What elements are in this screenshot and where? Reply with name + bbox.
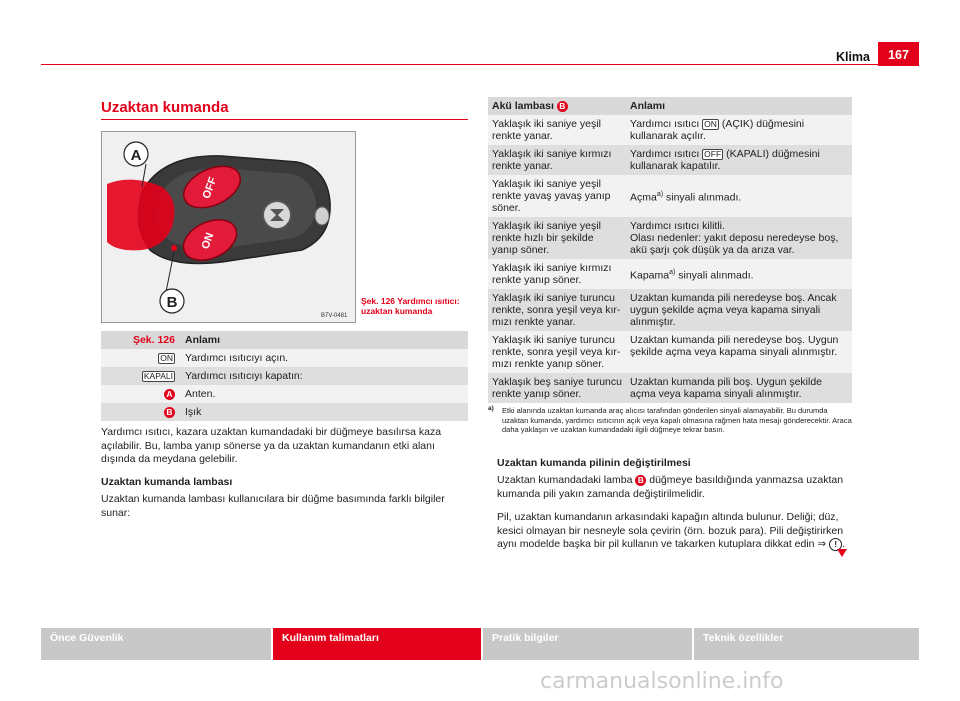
marker-a-icon: A	[164, 389, 175, 400]
section-rule	[101, 119, 468, 120]
right-paragraph-2: Pil, uzaktan kumandanın arkasındaki kapağın altında bulunur. Deliği; düz, kesici olmayan bir nesneyle sola çevirin (örn. bozuk para). Pili değiştirirken aynı modelde başka bir pil kullanın ve takarken kutuplara dikkat edin ⇒ ! .	[497, 511, 846, 550]
table-row	[101, 385, 468, 403]
legend-text: Yardımcı ısıtıcıyı açın.	[185, 352, 289, 364]
table-row	[101, 349, 468, 367]
status-cell: Yaklaşık iki saniye yeşil renkte hızlı bir şekilde yanıp söner.	[492, 220, 601, 256]
legend-col1-header: Şek. 126	[132, 334, 175, 346]
status-col1-header: Akü lambası B	[488, 97, 626, 115]
footer-tab-operation[interactable]: Kullanım talimatları	[273, 628, 481, 660]
off-button-label: OFF	[200, 175, 220, 201]
meaning-cell: Uzaktan kumanda pili neredeyse boş. Uygun şekilde açma veya kapama sinyali alınmıştır.	[630, 334, 839, 358]
status-cell: Yaklaşık iki saniye kırmızı renkte yanar.	[492, 148, 612, 172]
page-number: 167	[878, 42, 919, 66]
table-row	[488, 331, 852, 373]
warning-circle-icon: !	[829, 538, 842, 551]
marker-b-icon: B	[164, 407, 175, 418]
section-title: Uzaktan kumanda	[101, 99, 229, 116]
status-cell: Yaklaşık iki saniye kırmızı renkte yanıp söner.	[492, 262, 612, 286]
status-cell: Yaklaşık iki saniye turuncu renkte, sonra yeşil veya kırmızı renkte yanar.	[492, 292, 621, 328]
left-heading: Uzaktan kumanda lambası	[101, 476, 233, 488]
watermark: carmanualsonline.info	[540, 669, 784, 694]
meaning-cell: Açma$^{a)}$ sinyali alınmadı.	[630, 190, 742, 204]
header-rule	[41, 64, 919, 65]
left-paragraph-2: Uzaktan kumanda lambası kullanıcılara bir düğme basımında farklı bilgiler sunar:	[101, 493, 445, 519]
table-row	[101, 403, 468, 421]
off-key-symbol: OFF	[704, 149, 722, 159]
footer-tab-safety[interactable]: Önce Güvenlik	[41, 628, 271, 660]
footer-tab-technical[interactable]: Teknik özellikler	[694, 628, 919, 660]
status-cell: Yaklaşık iki saniye yeşil renkte yanar.	[492, 118, 601, 142]
footnote-text: Etki alanında uzaktan kumanda araç alıcısı tarafından gönderilen sinyali alamayabilir. Bu durumda uzaktan kumanda, yardımcı ısıtıcının açık veya kapalı olmasına rağmen hata mesajı gönderecektir. Araca daha yaklaşın ve uzaktan kumandadaki ilgili düğmeye tekrar basın.	[502, 406, 852, 434]
meaning-cell: Uzaktan kumanda pili boş. Uygun şekilde açma veya kapama sinyali alınmıştır.	[630, 376, 823, 400]
lamp-status-table	[488, 97, 852, 403]
footnote-marker: a)	[488, 405, 494, 412]
footer-tab-practical[interactable]: Pratik bilgiler	[483, 628, 692, 660]
on-key-symbol: ON	[704, 119, 717, 129]
status-cell: Yaklaşık beş saniye turuncu renkte yanıp söner.	[492, 376, 622, 400]
table-row	[488, 289, 852, 331]
on-key-symbol: ON	[160, 353, 173, 363]
right-paragraph-1: Uzaktan kumandadaki lamba B düğmeye basıldığında yanmazsa uzaktan kumanda pili yakın zamanda değiştirilmelidir.	[497, 474, 844, 500]
table-row	[488, 175, 852, 217]
footnote	[488, 405, 852, 435]
table-row	[101, 367, 468, 385]
on-button-label: ON	[199, 231, 217, 251]
remote-control-illustration	[102, 132, 355, 322]
callout-a: A	[130, 147, 142, 164]
remote-control-figure	[101, 131, 356, 323]
table-row	[488, 259, 852, 289]
legend-text: Işık	[185, 406, 202, 418]
figure-caption: Şek. 126 Yardımcı ısıtıcı: uzaktan kumanda	[361, 296, 460, 316]
table-row	[488, 373, 852, 403]
meaning-cell: Yardımcı ısıtıcı ON (AÇIK) düğmesini kullanarak açılır.	[630, 118, 805, 142]
table-row	[488, 145, 852, 175]
status-col2-header: Anlamı	[630, 100, 666, 112]
meaning-cell: Yardımcı ısıtıcı OFF (KAPALI) düğmesini kullanarak kapatılır.	[630, 148, 820, 172]
figure-code: B7V-0481	[321, 313, 348, 319]
right-heading: Uzaktan kumanda pilinin değiştirilmesi	[497, 457, 691, 469]
meaning-cell: Yardımcı ısıtıcı kilitli. Olası nedenler: yakıt deposu neredeyse boş, akü şarjı çok düşük ya da arıza var.	[630, 220, 839, 256]
left-paragraph-1: Yardımcı ısıtıcı, kazara uzaktan kumandadaki bir düğmeye basılırsa kaza açılabilir. Bu, lamba yanıp sönerse ya da uzaktan kumandanın etki alanı dışında da meydana gelebilir.	[101, 426, 442, 465]
legend-col2-header: Anlamı	[185, 334, 221, 346]
running-header-title: Klima	[835, 50, 870, 64]
continue-arrow-icon	[837, 549, 847, 557]
meaning-cell: Uzaktan kumanda pili neredeyse boş. Ancak uygun şekilde açma veya kapama sinyali alınmıştır.	[630, 292, 837, 328]
marker-b-icon: B	[635, 475, 646, 486]
marker-b-icon: B	[557, 101, 568, 112]
legend-table	[101, 331, 468, 421]
legend-text: Anten.	[185, 388, 216, 400]
status-cell: Yaklaşık iki saniye turuncu renkte, sonra yeşil veya kırmızı renkte yanıp söner.	[492, 334, 621, 370]
status-cell: Yaklaşık iki saniye yeşil renkte yavaş yavaş yanıp söner.	[492, 178, 611, 214]
table-row	[488, 217, 852, 259]
off-key-symbol: KAPALI	[143, 371, 173, 381]
meaning-cell: Kapama$^{a)}$ sinyali alınmadı.	[630, 268, 754, 282]
callout-b: B	[166, 294, 178, 311]
table-row	[488, 115, 852, 145]
legend-text: Yardımcı ısıtıcıyı kapatın:	[185, 370, 303, 382]
